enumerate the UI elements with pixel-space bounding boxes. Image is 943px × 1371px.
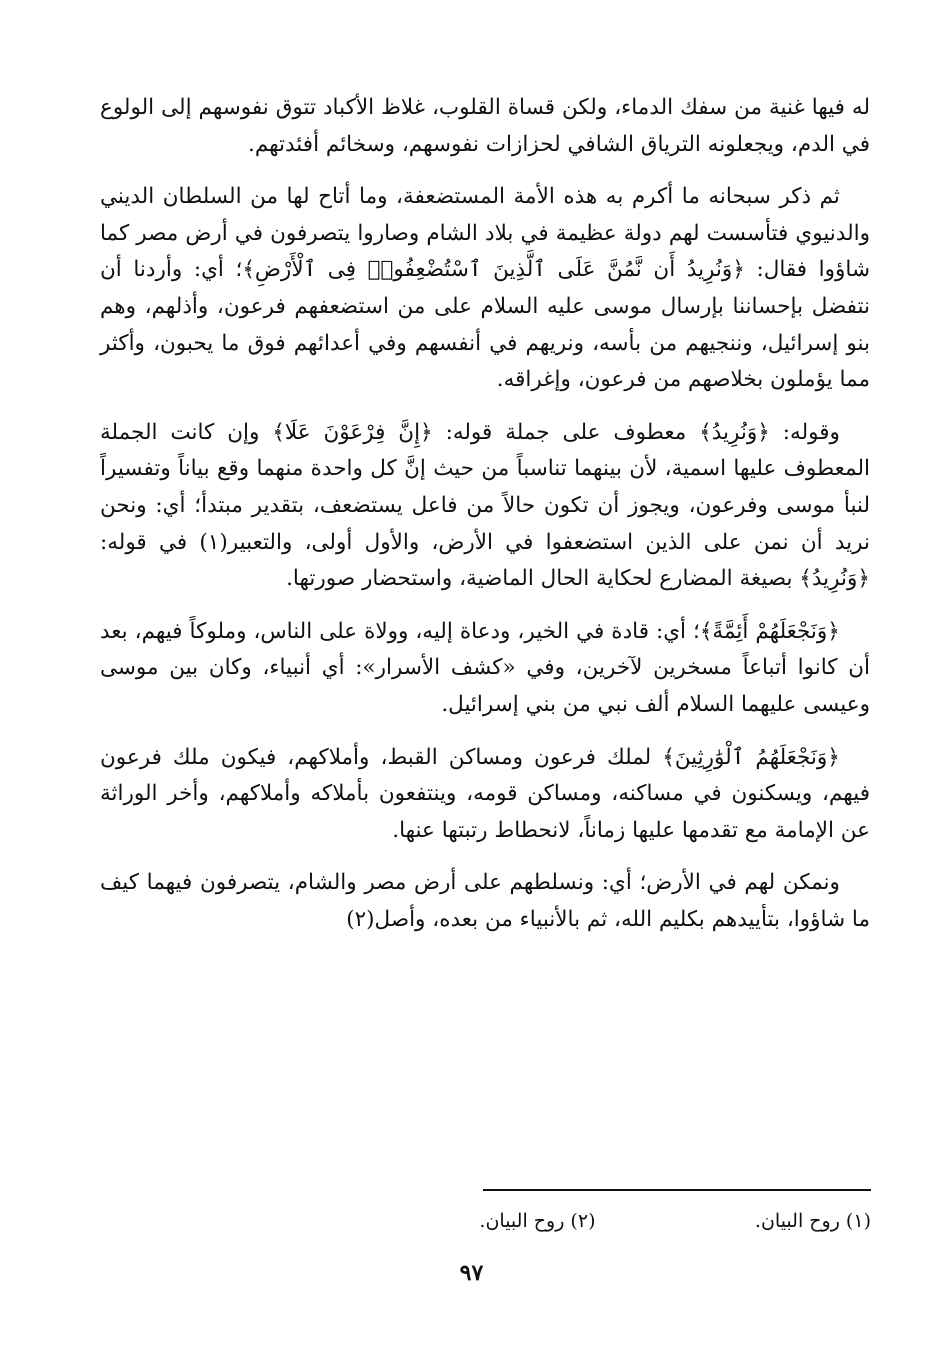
- page-body: [100, 90, 870, 954]
- footnote-divider: [483, 1189, 871, 1191]
- paragraph-4: ﴿وَنَجْعَلَهُمْ أَئِمَّةً﴾؛ أي: قادة في الخير، ودعاة إليه، وولاة على الناس، وملوكاً فيهم، بعد أن كانوا أتباعاً مسخرين لآخرين، وفي «كشف الأسرار»: أي أنبياء، وكان بين موسى وعيسى عليهما السلام ألف نبي من بني إسرائيل.: [100, 618, 870, 717]
- footnote-2: (٢) روح البيان.: [479, 1210, 596, 1232]
- paragraph-5: ﴿وَنَجْعَلَهُمُ ٱلْوَٰرِثِينَ﴾ لملك فرعون ومساكن القبط، وأملاكهم، فيكون ملك فرعون فيهم، ويسكنون في مساكنه، ومساكن قومه، وينتفعون بأملاكه وأملاكهم، وأخر الوراثة عن الإمامة مع تقدمها عليها زماناً، لانحطاط رتبتها عنها.: [100, 744, 870, 843]
- paragraph-6: ونمكن لهم في الأرض؛ أي: ونسلطهم على أرض مصر والشام، يتصرفون فيهما كيف ما شاؤوا، بتأييدهم بكليم الله، ثم بالأنبياء من بعده، وأصل(٢): [100, 870, 870, 932]
- paragraph-3: وقوله: ﴿وَنُرِيدُ﴾ معطوف على جملة قوله: ﴿إِنَّ فِرْعَوْنَ عَلَا﴾ وإن كانت الجملة المعطوف عليها اسمية، لأن بينهما تناسباً من حيث إنَّ كل واحدة منهما وقع بياناً وتفسيراً لنبأ موسى وفرعون، ويجوز أن تكون حالاً من فاعل يستضعف، بتقدير مبتدأ؛ أي: ونحن نريد أن نمن على الذين استضعفوا في الأرض، والأول أولى، والتعبير(١) في قوله: ﴿وَنُرِيدُ﴾ بصيغة المضارع لحكاية الحال الماضية، واستحضار صورتها.: [100, 419, 870, 592]
- paragraph-2: ثم ذكر سبحانه ما أكرم به هذه الأمة المستضعفة، وما أتاح لها من السلطان الديني والدنيوي فتأسست لهم دولة عظيمة في بلاد الشام وصاروا يتصرفون في أرض مصر كما شاؤوا فقال: ﴿وَنُرِيدُ أَن نَّمُنَّ عَلَى ٱلَّذِينَ ٱسْتُضْعِفُوا۟ فِى ٱلْأَرْضِ﴾؛ أي: وأردنا أن نتفضل بإحساننا بإرسال موسى عليه السلام على من استضعفهم فرعون، وأذلهم، وهم بنو إسرائيل، وننجيهم من بأسه، ونريهم في أنفسهم وفي أعدائهم فوق ما يحبون، وأكثر مما يؤملون بخلاصهم من فرعون، وإغراقه.: [100, 184, 870, 393]
- page-number: ٩٧: [459, 1260, 484, 1286]
- footnote-1: (١) روح البيان.: [754, 1210, 871, 1232]
- paragraph-1: له فيها غنية من سفك الدماء، ولكن قساة القلوب، غلاظ الأكباد تتوق نفوسهم إلى الولوع في الدم، ويجعلونه الترياق الشافي لحزازات نفوسهم، وسخائم أفئدتهم.: [100, 95, 870, 157]
- footnotes: [320, 1206, 871, 1236]
